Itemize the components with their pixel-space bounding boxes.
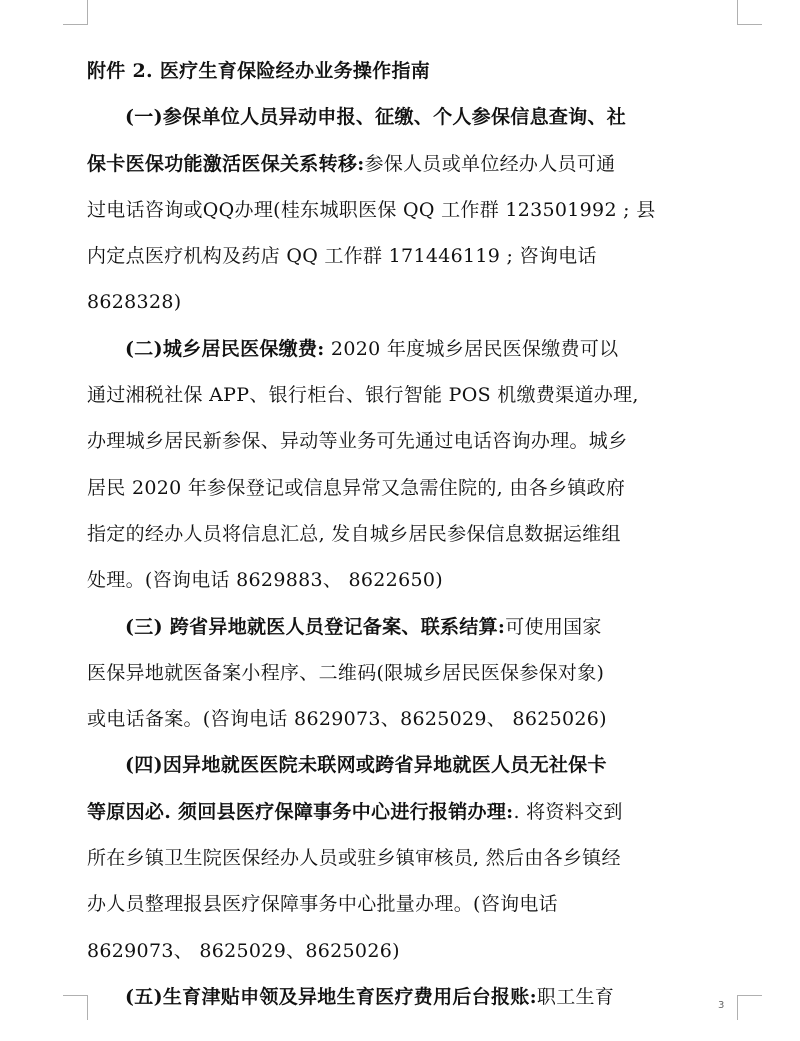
section-1-line2 <box>87 141 727 187</box>
section-2-line1-text: 2020 年度城乡居民医保缴费可以 <box>324 337 619 360</box>
section-1-heading-line2: 保卡医保功能激活医保关系转移: <box>87 152 365 175</box>
section-4-heading-line1: (四)因异地就医医院未联网或跨省异地就医人员无社保卡 <box>125 754 607 777</box>
document-title: 附件 2. 医疗生育保险经办业务操作指南 <box>87 60 431 82</box>
section-2-text-line: 指定的经办人员将信息汇总, 发自城乡居民参保信息数据运维组 <box>87 522 621 545</box>
section-1-heading-line1: (一)参保单位人员异动申报、征缴、个人参保信息查询、社 <box>125 106 627 129</box>
section-1-line2-text: 参保人员或单位经办人员可通 <box>364 152 616 175</box>
section-2-line1 <box>87 326 727 372</box>
section-3-heading: (三) 跨省异地就医人员登记备案、联系结算: <box>125 615 506 638</box>
section-2-text-line: 居民 2020 年参保登记或信息异常又急需住院的, 由各乡镇政府 <box>87 476 626 499</box>
section-5-line1-text: 职工生育 <box>536 985 615 1008</box>
section-5-line1 <box>87 974 727 1020</box>
section-1-text-line: 内定点医疗机构及药店 QQ 工作群 171446119 ; 咨询电话 <box>87 245 597 268</box>
page-number: 3 <box>718 1000 725 1011</box>
section-4-heading-line2: 等原因必. 须回县医疗保障事务中心进行报销办理: <box>87 800 514 823</box>
section-2-text-line: 处理。(咨询电话 8629883、 8622650) <box>87 569 443 592</box>
section-2-text-line: 办理城乡居民新参保、异动等业务可先通过电话咨询办理。城乡 <box>87 430 628 453</box>
section-1-text-line: 过电话咨询或QQ办理(桂东城职医保 QQ 工作群 123501992 ; 县 <box>87 198 656 221</box>
section-2-heading: (二)城乡居民医保缴费: <box>125 337 325 360</box>
section-3-line1 <box>87 604 727 650</box>
crop-mark-top-left <box>63 0 88 25</box>
section-5-heading: (五)生育津贴申领及异地生育医疗费用后台报账: <box>125 985 537 1008</box>
section-3-line1-text: 可使用国家 <box>505 615 602 638</box>
section-1-text-line: 8628328) <box>87 291 182 314</box>
section-3-text-line: 或电话备案。(咨询电话 8629073、8625029、 8625026) <box>87 708 607 731</box>
document-body <box>87 48 727 1020</box>
section-2-text-line: 通过湘税社保 APP、银行柜台、银行智能 POS 机缴费渠道办理, <box>87 384 639 407</box>
crop-mark-bottom-left <box>63 995 88 1020</box>
section-4-text-line: 所在乡镇卫生院医保经办人员或驻乡镇审核员, 然后由各乡镇经 <box>87 847 621 870</box>
section-4-line2-text: . 将资料交到 <box>513 800 623 823</box>
section-4-line2 <box>87 789 727 835</box>
section-4-text-line: 办人员整理报县医疗保障事务中心批量办理。(咨询电话 <box>87 893 558 916</box>
crop-mark-top-right <box>737 0 762 25</box>
section-4-text-line: 8629073、 8625029、8625026) <box>87 939 400 962</box>
section-3-text-line: 医保异地就医备案小程序、二维码(限城乡居民医保参保对象) <box>87 661 605 684</box>
crop-mark-bottom-right <box>737 995 762 1020</box>
